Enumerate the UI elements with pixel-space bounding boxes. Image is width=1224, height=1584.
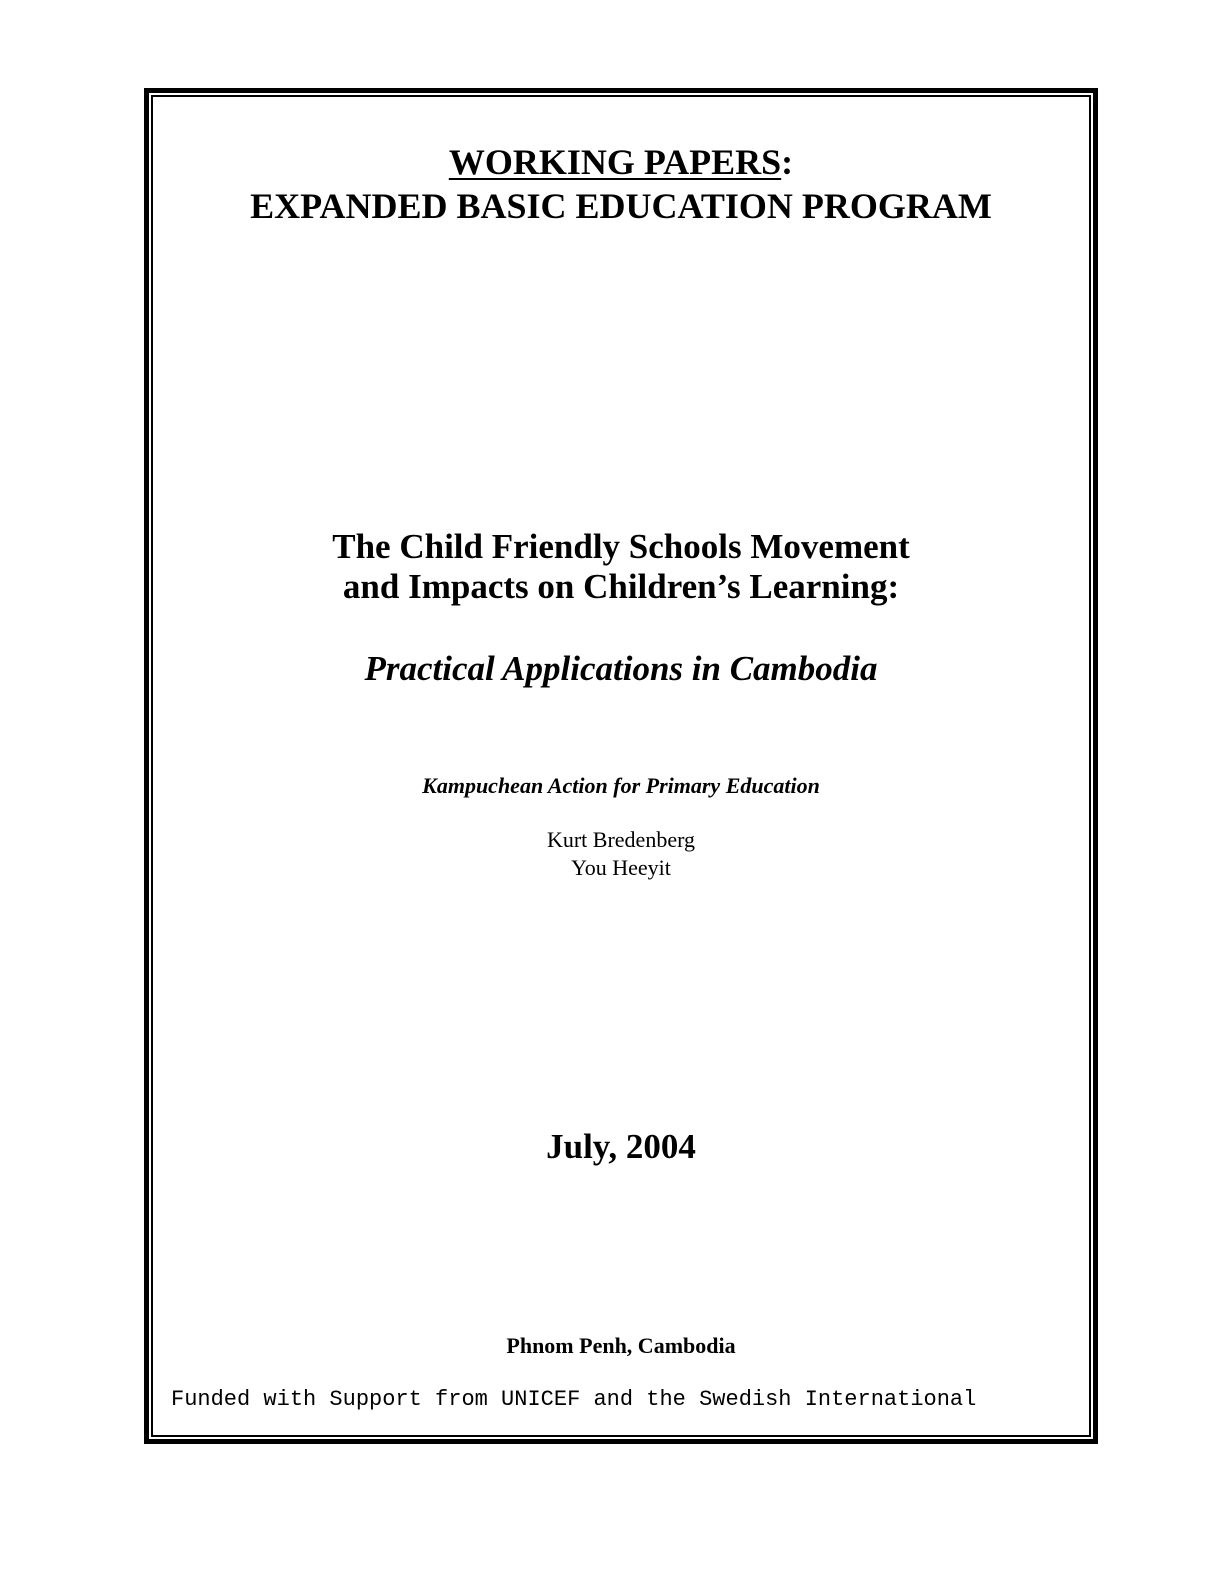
program-heading: EXPANDED BASIC EDUCATION PROGRAM (250, 186, 992, 226)
document-title-line-2: and Impacts on Children’s Learning: (342, 567, 900, 606)
funding-note: Funded with Support from UNICEF and the Swedish International (171, 1387, 977, 1412)
author-name: You Heeyit (571, 855, 671, 880)
publication-place: Phnom Penh, Cambodia (506, 1333, 736, 1358)
organization-name: Kampuchean Action for Primary Education (422, 773, 820, 798)
document-title-line-1: The Child Friendly Schools Movement (332, 527, 910, 566)
series-title: WORKING PAPERS (448, 142, 782, 182)
author-name: Kurt Bredenberg (546, 827, 696, 852)
page-border-inner (151, 95, 1091, 1437)
series-colon: : (781, 142, 794, 182)
document-subtitle: Practical Applications in Cambodia (364, 649, 878, 688)
series-heading (151, 140, 1091, 184)
publication-date: July, 2004 (546, 1127, 696, 1166)
